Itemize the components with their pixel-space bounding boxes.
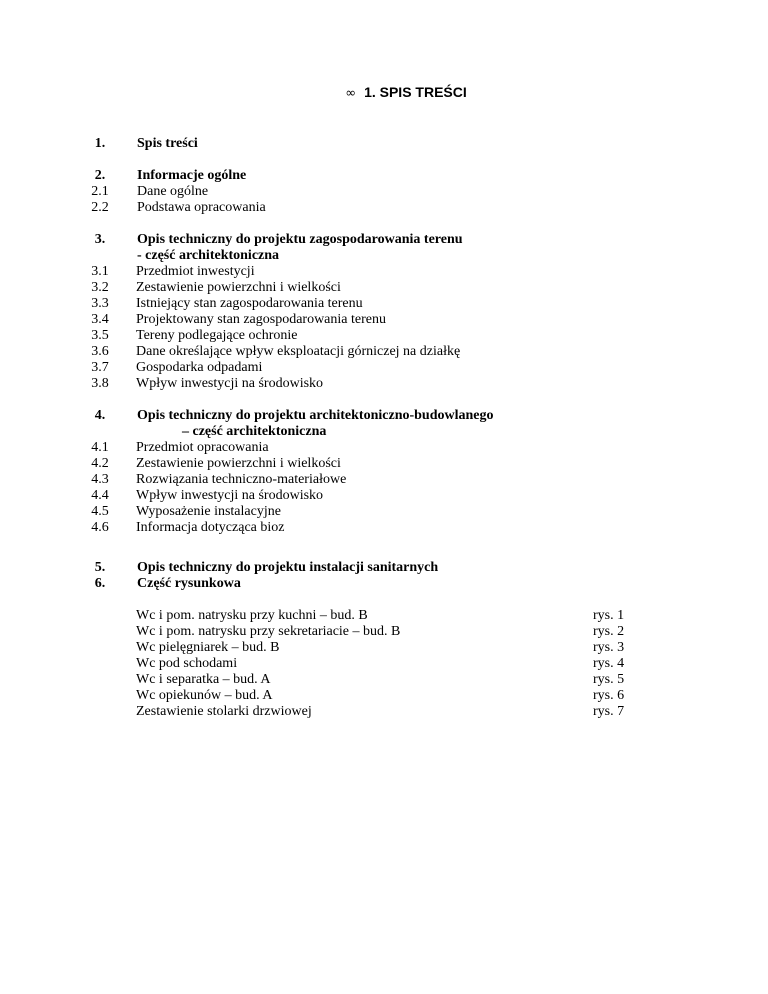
drawing-title: Zestawienie stolarki drzwiowej [136,704,312,719]
toc-title: Przedmiot opracowania [136,440,269,455]
toc-title: Dane ogólne [137,184,209,199]
drawing-ref: rys. 4 [593,656,625,671]
toc-number: 4.4 [91,488,109,503]
toc-number: 3.7 [91,360,109,375]
toc-title: - część architektoniczna [137,248,280,263]
toc-number: 2.2 [91,200,109,215]
drawing-ref: rys. 5 [593,672,625,687]
page-heading [0,84,768,101]
toc-number: 3.1 [91,264,109,279]
drawing-ref: rys. 7 [593,704,625,719]
toc-title: Dane określające wpływ eksploatacji górniczej na działkę [136,344,461,359]
heading-title: 1. SPIS TREŚCI [364,84,467,100]
toc-title: Projektowany stan zagospodarowania terenu [136,312,386,327]
toc-number: 3.8 [91,376,109,391]
toc-number: 2.1 [91,184,109,199]
toc-title: Opis techniczny do projektu zagospodarowania terenu [137,232,463,247]
drawing-ref: rys. 6 [593,688,625,703]
toc-title: Gospodarka odpadami [136,360,263,375]
toc-title: Wpływ inwestycji na środowisko [136,376,324,391]
toc-title: – część architektoniczna [182,424,327,439]
toc-number: 4.3 [91,472,109,487]
toc-title: Wpływ inwestycji na środowisko [136,488,324,503]
toc-number: 3.3 [91,296,109,311]
toc-title: Informacje ogólne [137,168,247,183]
toc-number: 3.2 [91,280,109,295]
toc-title: Spis treści [137,136,198,151]
toc-number: 4.6 [91,520,109,535]
toc-number: 4.2 [91,456,109,471]
toc-title: Zestawienie powierzchni i wielkości [136,456,341,471]
toc-title: Opis techniczny do projektu architektoniczno-budowlanego [137,408,494,423]
toc-title: Informacja dotycząca bioz [136,520,285,535]
drawing-title: Wc opiekunów – bud. A [136,688,273,703]
infinity-icon: ∞ [345,86,357,101]
toc-number: 4. [94,408,106,423]
drawing-title: Wc pielęgniarek – bud. B [136,640,280,655]
drawing-ref: rys. 3 [593,640,625,655]
toc-title: Opis techniczny do projektu instalacji sanitarnych [137,560,439,575]
drawing-title: Wc i separatka – bud. A [136,672,271,687]
drawing-title: Wc i pom. natrysku przy sekretariacie – bud. B [136,624,401,639]
toc-title: Tereny podlegające ochronie [136,328,298,343]
toc-title: Wyposażenie instalacyjne [136,504,281,519]
toc-number: 2. [94,168,106,183]
toc-title: Rozwiązania techniczno-materiałowe [136,472,347,487]
toc-number: 3.4 [91,312,109,327]
toc-number: 6. [94,576,106,591]
drawing-ref: rys. 2 [593,624,625,639]
drawing-title: Wc pod schodami [136,656,238,671]
toc-title: Podstawa opracowania [137,200,266,215]
toc-number: 5. [94,560,106,575]
toc-title: Przedmiot inwestycji [136,264,255,279]
toc-number: 4.1 [91,440,109,455]
drawing-ref: rys. 1 [593,608,625,623]
toc-title: Część rysunkowa [137,576,241,591]
toc-number: 3.5 [91,328,109,343]
toc-number: 4.5 [91,504,109,519]
drawing-title: Wc i pom. natrysku przy kuchni – bud. B [136,608,368,623]
toc-number: 1. [94,136,106,151]
toc-title: Istniejący stan zagospodarowania terenu [136,296,363,311]
toc-title: Zestawienie powierzchni i wielkości [136,280,341,295]
toc-number: 3. [94,232,106,247]
toc-number: 3.6 [91,344,109,359]
